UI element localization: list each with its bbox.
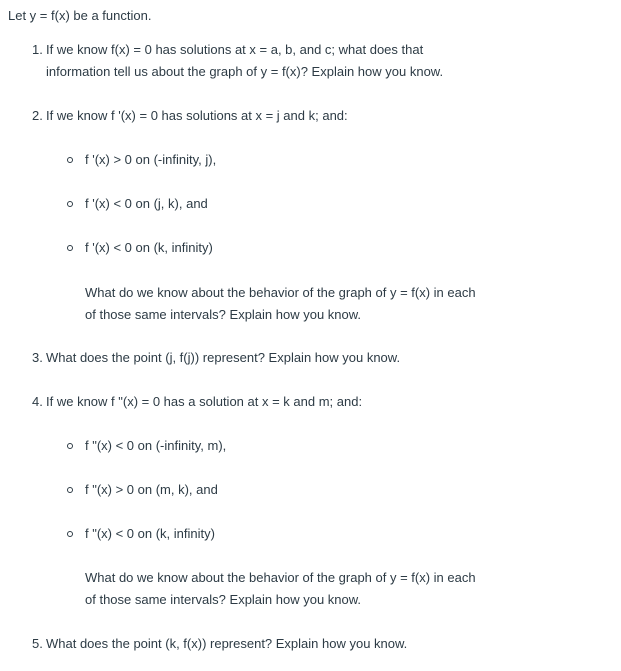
question-5-number: 5. [32, 636, 43, 651]
question-4-followup-1: What do we know about the behavior of the graph of y = f(x) in each [85, 570, 476, 585]
question-4-followup-2: of those same intervals? Explain how you know. [85, 592, 362, 607]
bullet-icon [67, 531, 73, 537]
intro-text: Let y = f(x) be a function. [8, 8, 152, 23]
question-4-number: 4. [32, 394, 43, 409]
question-2-followup-1: What do we know about the behavior of the graph of y = f(x) in each [85, 285, 476, 300]
question-2-bullet-1: f '(x) > 0 on (-infinity, j), [85, 152, 217, 167]
question-2-line-1: If we know f '(x) = 0 has solutions at x = j and k; and: [46, 108, 348, 123]
question-4-bullet-1: f "(x) < 0 on (-infinity, m), [85, 438, 227, 453]
question-2-bullet-2: f '(x) < 0 on (j, k), and [85, 196, 208, 211]
question-2-followup-2: of those same intervals? Explain how you know. [85, 307, 362, 322]
question-4-bullet-3: f "(x) < 0 on (k, infinity) [85, 526, 215, 541]
bullet-icon [67, 201, 73, 207]
question-4-line-1: If we know f "(x) = 0 has a solution at x = k and m; and: [46, 394, 363, 409]
bullet-icon [67, 487, 73, 493]
question-3-line-1: What does the point (j, f(j)) represent? Explain how you know. [46, 350, 401, 365]
question-1-line-2: information tell us about the graph of y = f(x)? Explain how you know. [46, 64, 444, 79]
question-1-line-1: If we know f(x) = 0 has solutions at x = a, b, and c; what does that [46, 42, 424, 57]
question-1-number: 1. [32, 42, 43, 57]
question-2-bullet-3: f '(x) < 0 on (k, infinity) [85, 240, 213, 255]
bullet-icon [67, 443, 73, 449]
question-2-number: 2. [32, 108, 43, 123]
bullet-icon [67, 245, 73, 251]
question-3-number: 3. [32, 350, 43, 365]
question-4-bullet-2: f "(x) > 0 on (m, k), and [85, 482, 218, 497]
bullet-icon [67, 157, 73, 163]
question-5-line-1: What does the point (k, f(x)) represent? Explain how you know. [46, 636, 408, 651]
